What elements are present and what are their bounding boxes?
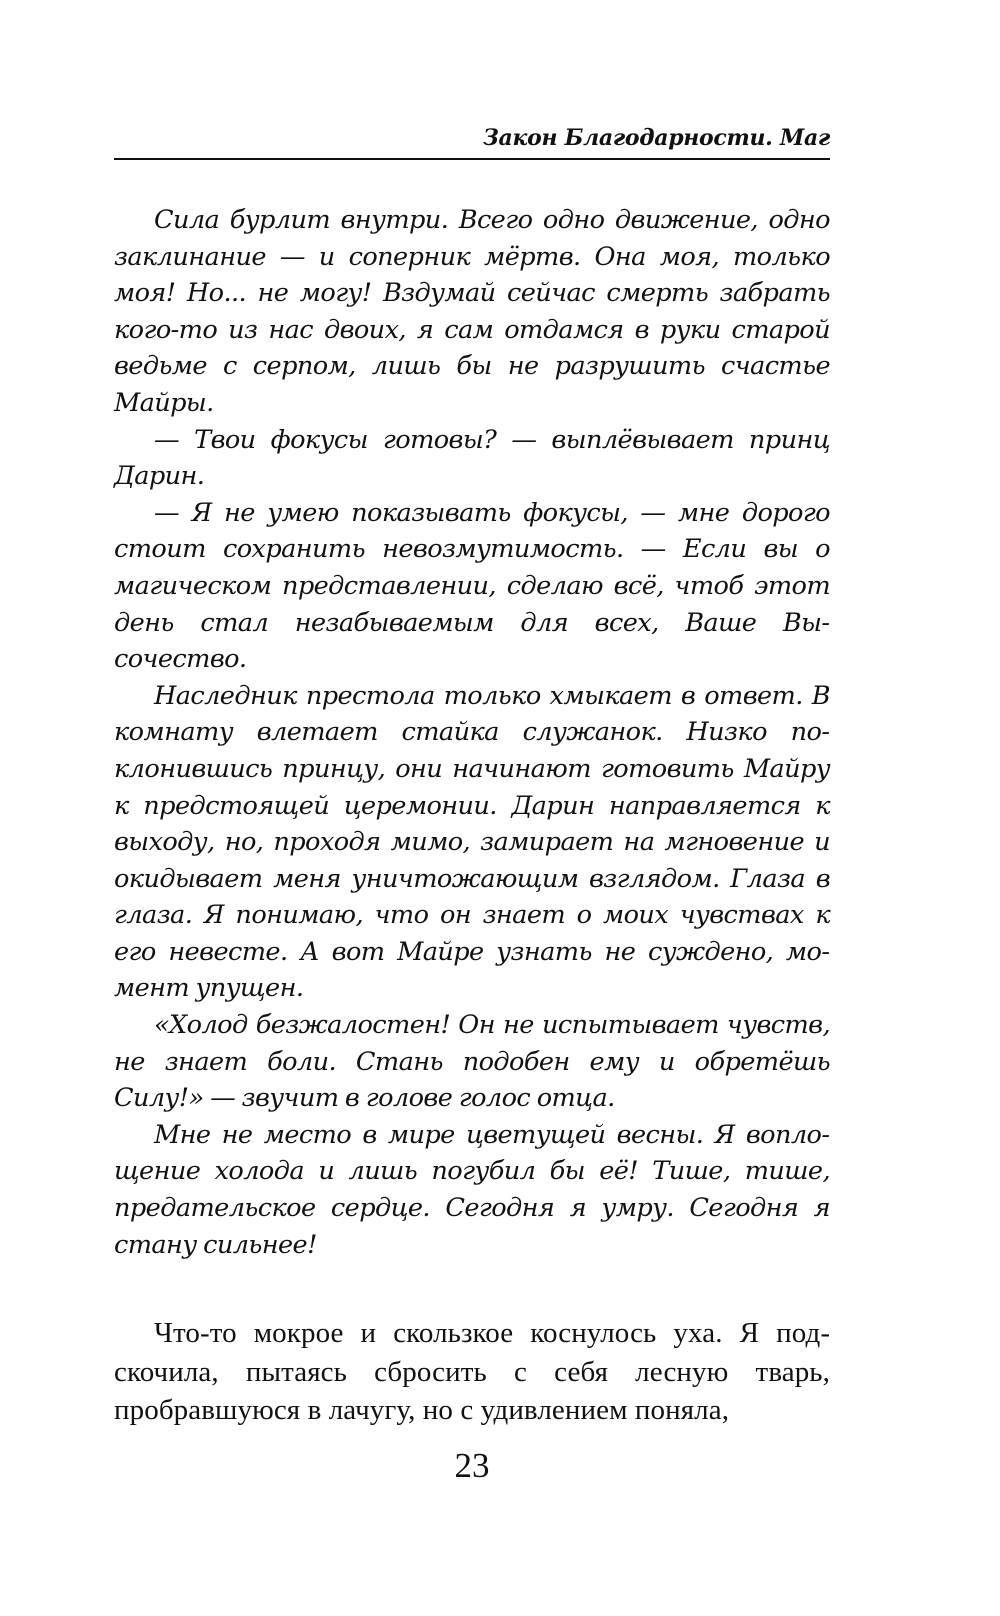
paragraph: Сила бурлит внутри. Всего одно движение, одно заклинание — и соперник мёртв. Она моя, только моя! Но... не могу! Вздумай сейчас смерть забрать кого-то из нас двоих, я сам отдамся в руки старой ведьме с серпом, лишь бы не разрушить счастье Майры. bbox=[114, 205, 830, 418]
italic-text-block bbox=[114, 202, 830, 1263]
roman-text-block bbox=[114, 1314, 830, 1430]
page-number: 23 bbox=[454, 1446, 490, 1485]
paragraph: Мне не место в мире цветущей весны. Я воплощение холода и лишь погубил бы её! Тише, тише, предательское сердце. Сегодня я умру. Сегодня я стану сильнее! bbox=[114, 1119, 830, 1260]
paragraph: — Я не умею показывать фокусы, — мне дорого стоит сохранить невозмутимость. — Если вы о магическом представлении, сделаю всё, чтоб этот день стал незабываемым для всех, Ваше Высочество. bbox=[114, 497, 830, 675]
paragraph: — Твои фокусы готовы? — выплёвывает принц Дарин. bbox=[114, 424, 830, 492]
running-head-title: Закон Благодарности. Маг bbox=[482, 125, 830, 151]
paragraph: Что-то мокрое и скользкое коснулось уха. Я подскочила, пытаясь сбросить с себя лесную тварь, пробравшуюся в лачугу, но с удивлением поняла, bbox=[114, 1317, 830, 1426]
book-page bbox=[114, 0, 830, 1616]
paragraph: Наследник престола только хмыкает в ответ. В комнату влетает стайка служанок. Низко поклонившись принцу, они начинают готовить Майру к предстоящей церемонии. Дарин направляется к выходу, но, проходя мимо, замирает на мгновение и окидывает меня уничтожающим взглядом. Глаза в глаза. Я понимаю, что он знает о моих чувствах к его невесте. А вот Майре узнать не суждено, момент упущен. bbox=[114, 680, 830, 1004]
header-rule bbox=[114, 158, 830, 160]
paragraph: «Холод безжалостен! Он не испытывает чувств, не знает боли. Стань подобен ему и обретёшь Силу!» — звучит в голове голос отца. bbox=[114, 1010, 830, 1114]
